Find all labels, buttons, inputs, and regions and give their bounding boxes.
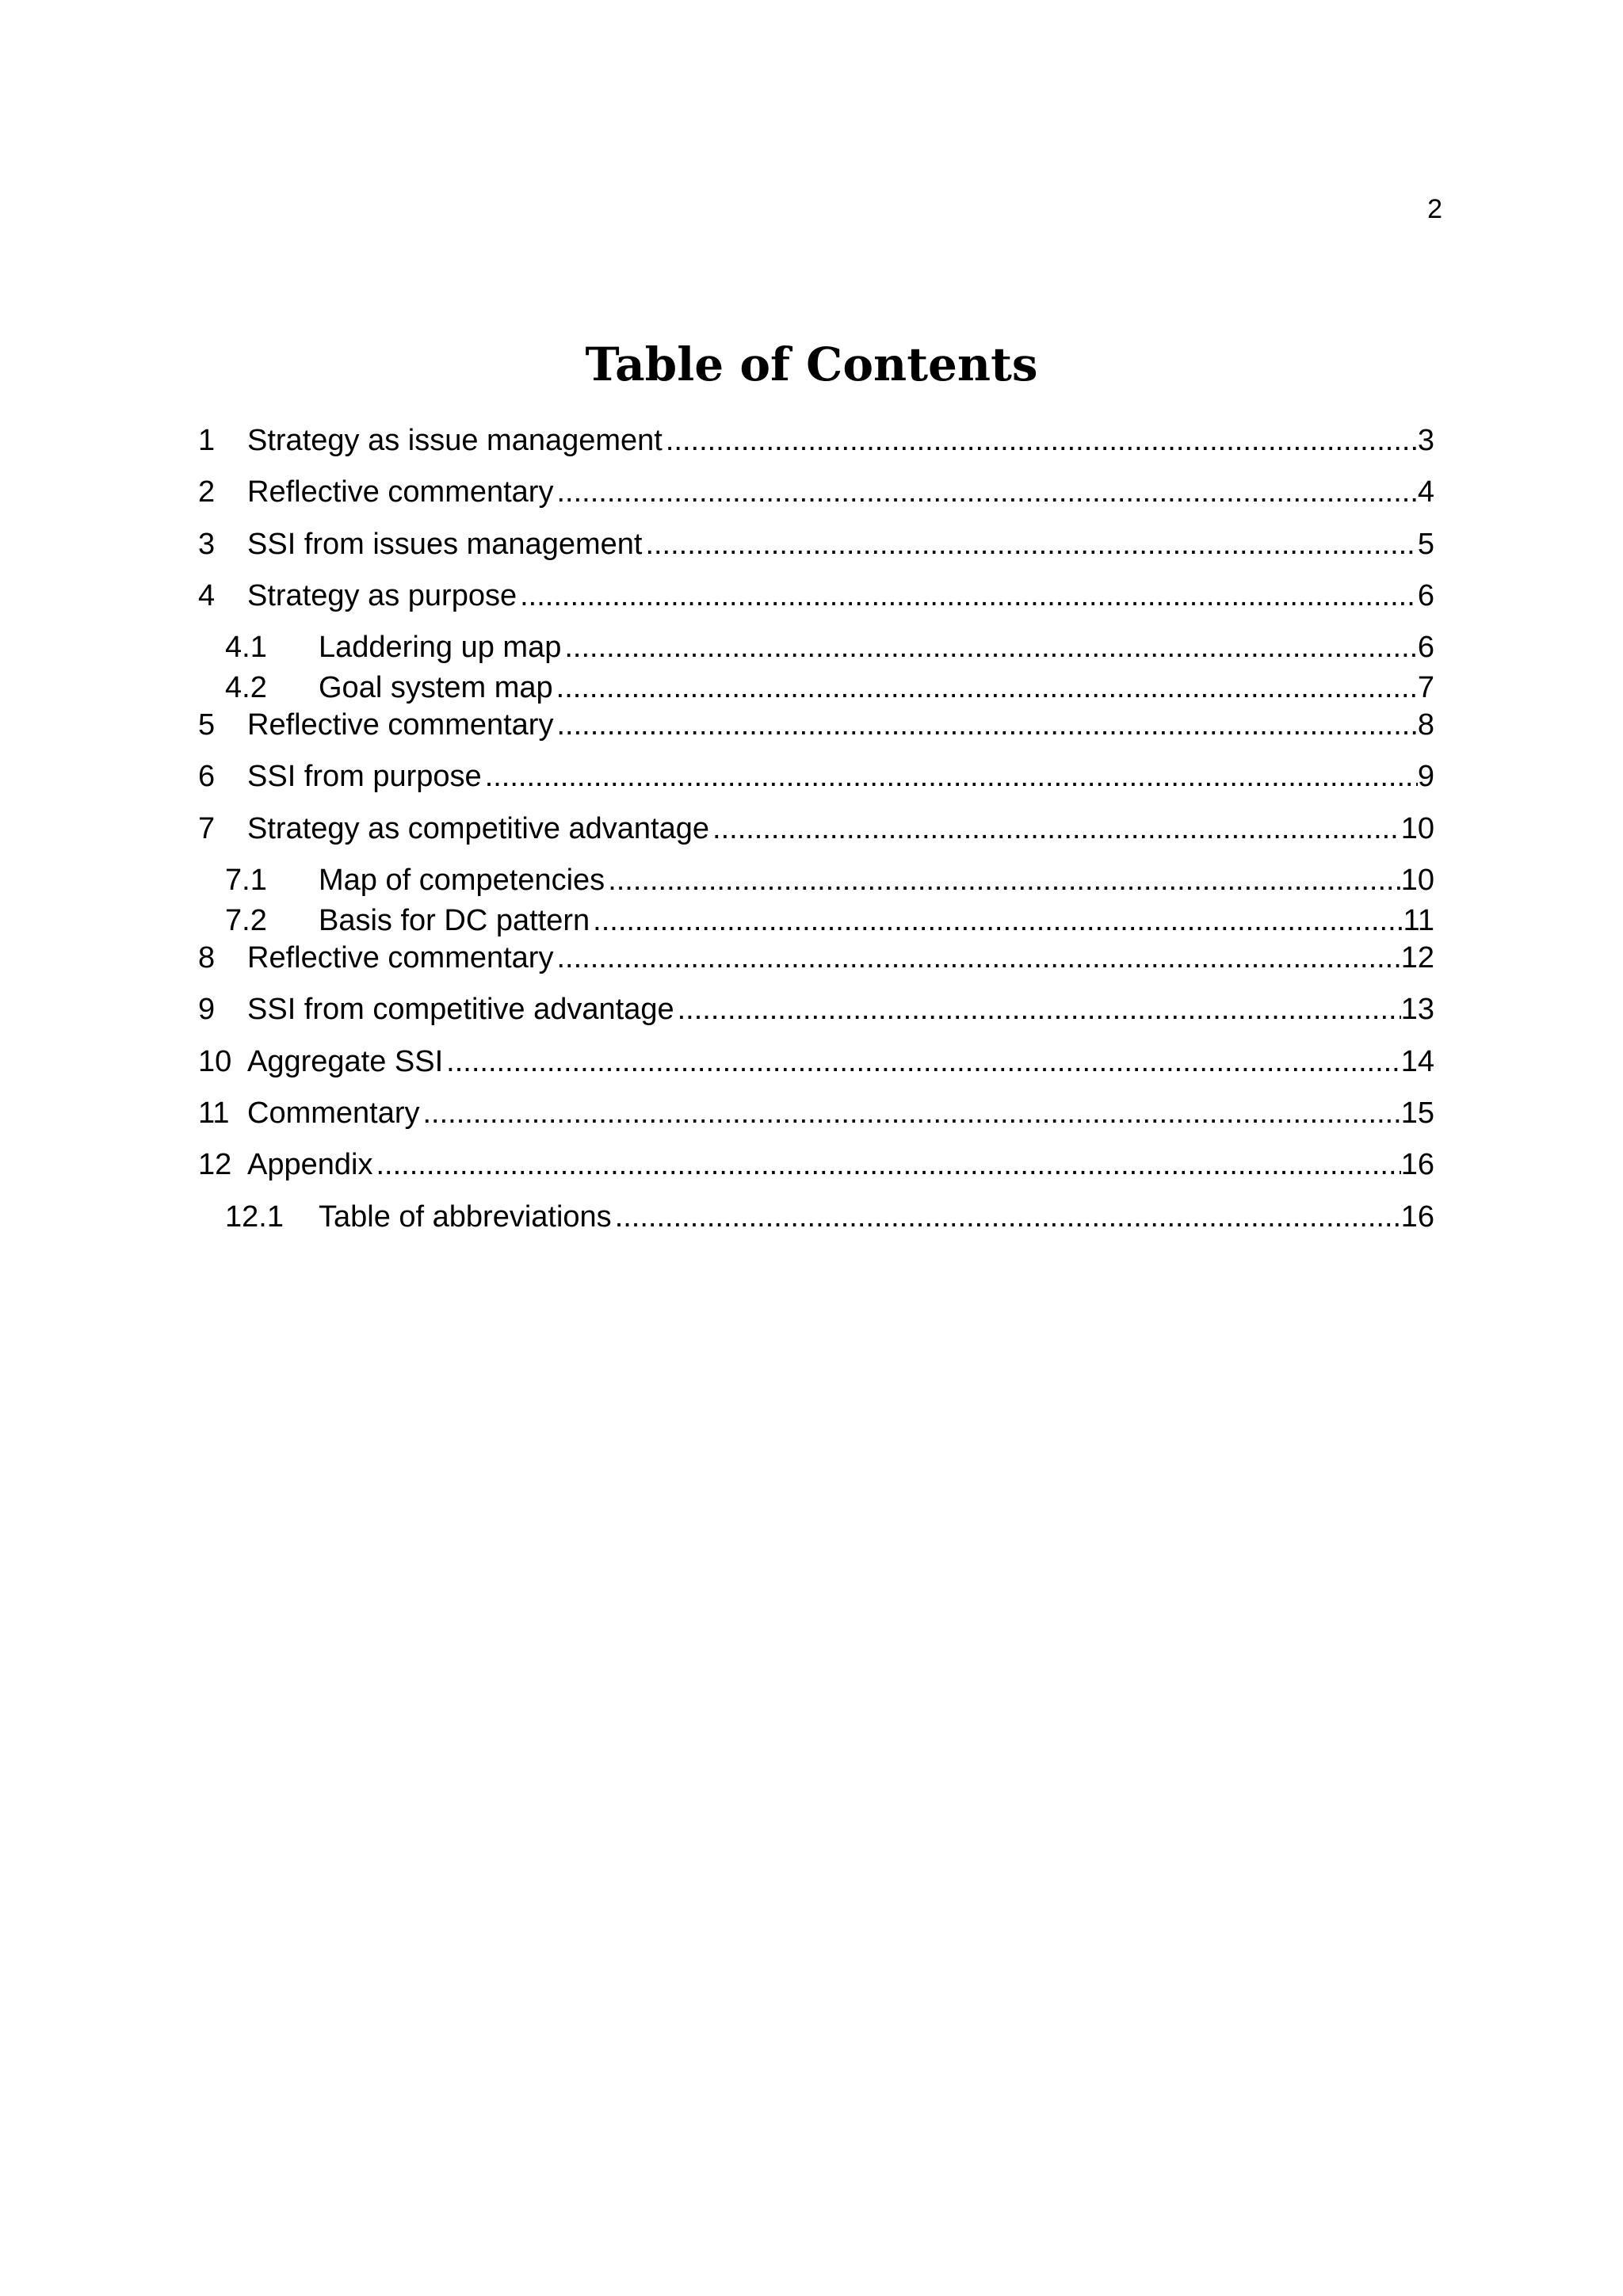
dot-leader (564, 629, 1418, 666)
toc-entry-line (247, 474, 1434, 510)
toc-entry-number: 7.2 (225, 904, 267, 937)
toc-entry-number: 12 (198, 1148, 232, 1181)
toc-entry-page: 5 (1417, 528, 1434, 561)
toc-entry-page: 16 (1400, 1148, 1434, 1181)
dot-leader (446, 1043, 1401, 1080)
toc-entry[interactable] (198, 474, 1434, 510)
toc-entry-page: 6 (1417, 631, 1434, 664)
page-title: Table of Contents (585, 338, 1038, 391)
dot-leader (556, 707, 1417, 743)
toc-entry-label[interactable]: Goal system map (319, 671, 553, 704)
toc-entry-line (319, 902, 1434, 939)
toc-entry-page: 13 (1400, 993, 1434, 1026)
toc-entry-number: 3 (198, 528, 216, 561)
toc-subentry[interactable] (198, 669, 1434, 706)
dot-leader (520, 578, 1418, 614)
toc-entry-line (247, 707, 1434, 743)
toc-entry-number: 1 (198, 424, 216, 457)
toc-entry[interactable] (198, 940, 1434, 976)
dot-leader (666, 422, 1418, 459)
toc-entry[interactable] (198, 1146, 1434, 1183)
toc-entry-line (319, 629, 1434, 666)
dot-leader (376, 1146, 1400, 1183)
dot-leader (608, 862, 1401, 898)
toc-entry[interactable] (198, 1043, 1434, 1080)
toc-entry-label[interactable]: Aggregate SSI (247, 1045, 444, 1078)
toc-entry-page: 16 (1400, 1200, 1434, 1234)
dot-leader (678, 991, 1401, 1028)
dot-leader (593, 902, 1403, 939)
dot-leader (485, 758, 1418, 795)
dot-leader (423, 1095, 1401, 1131)
toc-entry-page: 14 (1400, 1045, 1434, 1078)
toc-entry[interactable] (198, 991, 1434, 1028)
toc-entry-label[interactable]: SSI from competitive advantage (247, 993, 674, 1026)
dot-leader (712, 810, 1401, 847)
toc-entry-line (247, 422, 1434, 459)
toc-entry[interactable] (198, 1095, 1434, 1131)
dot-leader (645, 526, 1417, 563)
dot-leader (556, 474, 1417, 510)
toc-entry-page: 3 (1417, 424, 1434, 457)
toc-entry[interactable] (198, 578, 1434, 614)
toc-entry-number: 5 (198, 708, 216, 742)
toc-entry-number: 4 (198, 579, 216, 612)
toc-entry[interactable] (198, 758, 1434, 795)
toc-subentry[interactable] (198, 1199, 1434, 1235)
toc-entry-page: 8 (1417, 708, 1434, 742)
toc-entry-line (247, 940, 1434, 976)
toc-entry-number: 7 (198, 812, 216, 845)
toc-entry-label[interactable]: Reflective commentary (247, 475, 554, 509)
toc-entry-number: 7.1 (225, 864, 267, 897)
toc-entry-page: 11 (1403, 904, 1434, 937)
toc-entry-number: 6 (198, 760, 216, 793)
toc-entry-number: 9 (198, 993, 216, 1026)
toc-entry-label[interactable]: Reflective commentary (247, 708, 554, 742)
toc-entry-page: 6 (1417, 579, 1434, 612)
toc-entry[interactable] (198, 810, 1434, 847)
toc-entry-line (247, 1146, 1434, 1183)
toc-entry-label[interactable]: SSI from issues management (247, 528, 643, 561)
dot-leader (615, 1199, 1401, 1235)
toc-entry-line (247, 991, 1434, 1028)
toc-entry-number: 8 (198, 941, 216, 974)
toc-entry-number: 11 (198, 1097, 230, 1130)
toc-subentry[interactable] (198, 862, 1434, 898)
toc-entry-line (319, 862, 1434, 898)
toc-entry[interactable] (198, 422, 1434, 459)
toc-entry-number: 10 (198, 1045, 232, 1078)
toc-entry-line (247, 526, 1434, 563)
toc-entry-number: 12.1 (225, 1200, 284, 1234)
toc-entry-label[interactable]: Strategy as purpose (247, 579, 517, 612)
toc-entry-line (247, 810, 1434, 847)
toc-entry-line (247, 1095, 1434, 1131)
toc-entry-page: 15 (1400, 1097, 1434, 1130)
toc-entry[interactable] (198, 707, 1434, 743)
dot-leader (556, 669, 1418, 706)
toc-entry-page: 4 (1417, 475, 1434, 509)
toc-entry-label[interactable]: Laddering up map (319, 631, 562, 664)
toc-entry-number: 4.2 (225, 671, 267, 704)
toc-entry-page: 9 (1417, 760, 1434, 793)
toc-entry[interactable] (198, 526, 1434, 563)
toc-entry-label[interactable]: Strategy as issue management (247, 424, 663, 457)
toc-entry-label[interactable]: Table of abbreviations (319, 1200, 612, 1234)
toc-entry-label[interactable]: SSI from purpose (247, 760, 482, 793)
toc-entry-page: 10 (1400, 812, 1434, 845)
page-number: 2 (1427, 194, 1442, 224)
toc-entry-page: 7 (1417, 671, 1434, 704)
toc-entry-label[interactable]: Appendix (247, 1148, 373, 1181)
toc-entry-number: 4.1 (225, 631, 267, 664)
toc-entry-line (319, 1199, 1434, 1235)
dot-leader (556, 940, 1400, 976)
toc-entry-line (247, 758, 1434, 795)
toc-entry-label[interactable]: Commentary (247, 1097, 420, 1130)
toc-entry-number: 2 (198, 475, 216, 509)
toc-entry-label[interactable]: Basis for DC pattern (319, 904, 590, 937)
toc-entry-label[interactable]: Map of competencies (319, 864, 605, 897)
toc-subentry[interactable] (198, 629, 1434, 666)
toc-entry-page: 10 (1400, 864, 1434, 897)
toc-entry-page: 12 (1400, 941, 1434, 974)
toc-subentry[interactable] (198, 902, 1434, 939)
toc-entry-line (319, 669, 1434, 706)
toc-entry-line (247, 578, 1434, 614)
toc-entry-label[interactable]: Strategy as competitive advantage (247, 812, 710, 845)
toc-entry-label[interactable]: Reflective commentary (247, 941, 554, 974)
toc-entry-line (247, 1043, 1434, 1080)
